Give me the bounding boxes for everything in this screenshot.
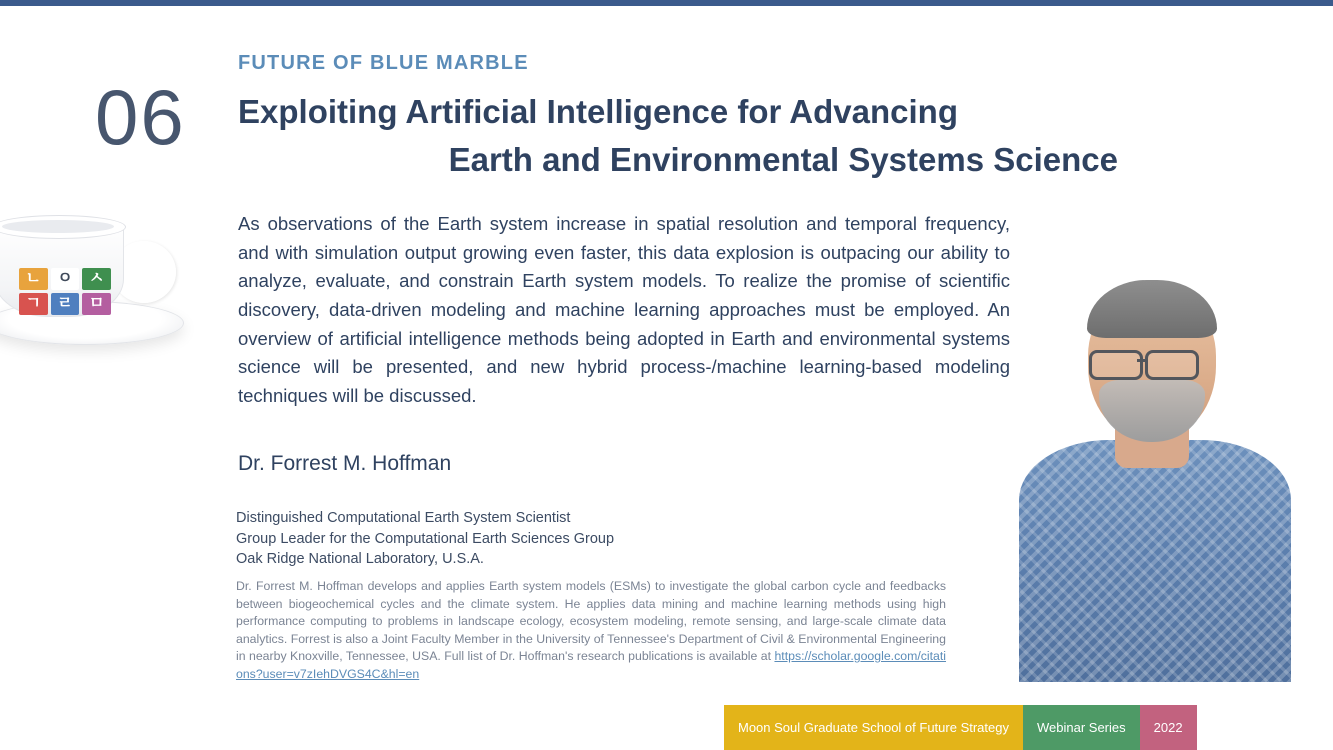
portrait-glasses-right (1145, 350, 1199, 380)
scholar-profile-link[interactable]: https://scholar.google.com/citations?user=v7zIehDVGS4C&hl=en (236, 649, 947, 681)
speaker-affiliations (236, 508, 614, 570)
abstract-text: As observations of the Earth system increase in spatial resolution and temporal frequency, and with simulation output growing even faster, this data explosion is outpacing our ability to analyze, evaluate, and constrain Earth system models. To realize the promise of scientific discovery, data-driven modeling and machine learning approaches must be employed. An overview of artificial intelligence methods being adopted in Earth and environmental systems science will be presented, and new hybrid process-/machine learning-based modeling techniques will be discussed. (238, 213, 1010, 407)
logo-cell: ㅅ (82, 268, 111, 290)
affiliation-line-2: Group Leader for the Computational Earth Sciences Group (236, 530, 615, 547)
kaist-hangul-logo (19, 268, 111, 315)
logo-cell: ㄱ (19, 293, 48, 315)
affiliation-line-3: Oak Ridge National Laboratory, U.S.A. (236, 551, 484, 568)
cup-rim-inner-shape (2, 220, 114, 233)
slide-number: 06 (95, 73, 186, 161)
speaker-bio (236, 578, 946, 683)
logo-cell: ㅁ (82, 293, 111, 315)
footer-bar (724, 705, 1197, 750)
portrait-arms (1025, 562, 1285, 622)
footer-series: Webinar Series (1023, 705, 1140, 750)
speaker-portrait (995, 262, 1315, 682)
logo-cell: ㄹ (51, 293, 80, 315)
title-line-2: Earth and Environmental Systems Science (448, 140, 1118, 178)
affiliation-line-1: Distinguished Computational Earth System Scientist (236, 510, 571, 526)
coffee-cup-photo (0, 205, 196, 365)
portrait-shirt (1019, 440, 1291, 682)
portrait-hair (1087, 280, 1217, 338)
portrait-glasses-bridge (1137, 359, 1145, 362)
portrait-glasses-left (1089, 350, 1143, 380)
page-title (238, 88, 1118, 184)
series-eyebrow: FUTURE OF BLUE MARBLE (238, 52, 529, 74)
logo-cell: ㅇ (51, 268, 80, 290)
speaker-name: Dr. Forrest M. Hoffman (238, 452, 452, 475)
footer-school: Moon Soul Graduate School of Future Strategy (724, 705, 1023, 750)
top-accent-bar (0, 0, 1333, 6)
title-line-1: Exploiting Artificial Intelligence for Advancing (238, 93, 958, 130)
bio-text: Dr. Forrest M. Hoffman develops and applies Earth system models (ESMs) to investigate the global carbon cycle and feedbacks between biogeochemical cycles and the climate system. He applies data mining and machine learning methods using high performance computing to problems in landscape ecology, ecosystem modeling, remote sensing, and large-scale climate data analytics. Forrest is also a Joint Faculty Member in the University of Tennessee's Department of Civil & Environmental Engineering in nearby Knoxville, Tennessee, USA. Full list of Dr. Hoffman's research publications is available at (236, 579, 946, 664)
footer-year: 2022 (1140, 705, 1197, 750)
logo-cell: ㄴ (19, 268, 48, 290)
